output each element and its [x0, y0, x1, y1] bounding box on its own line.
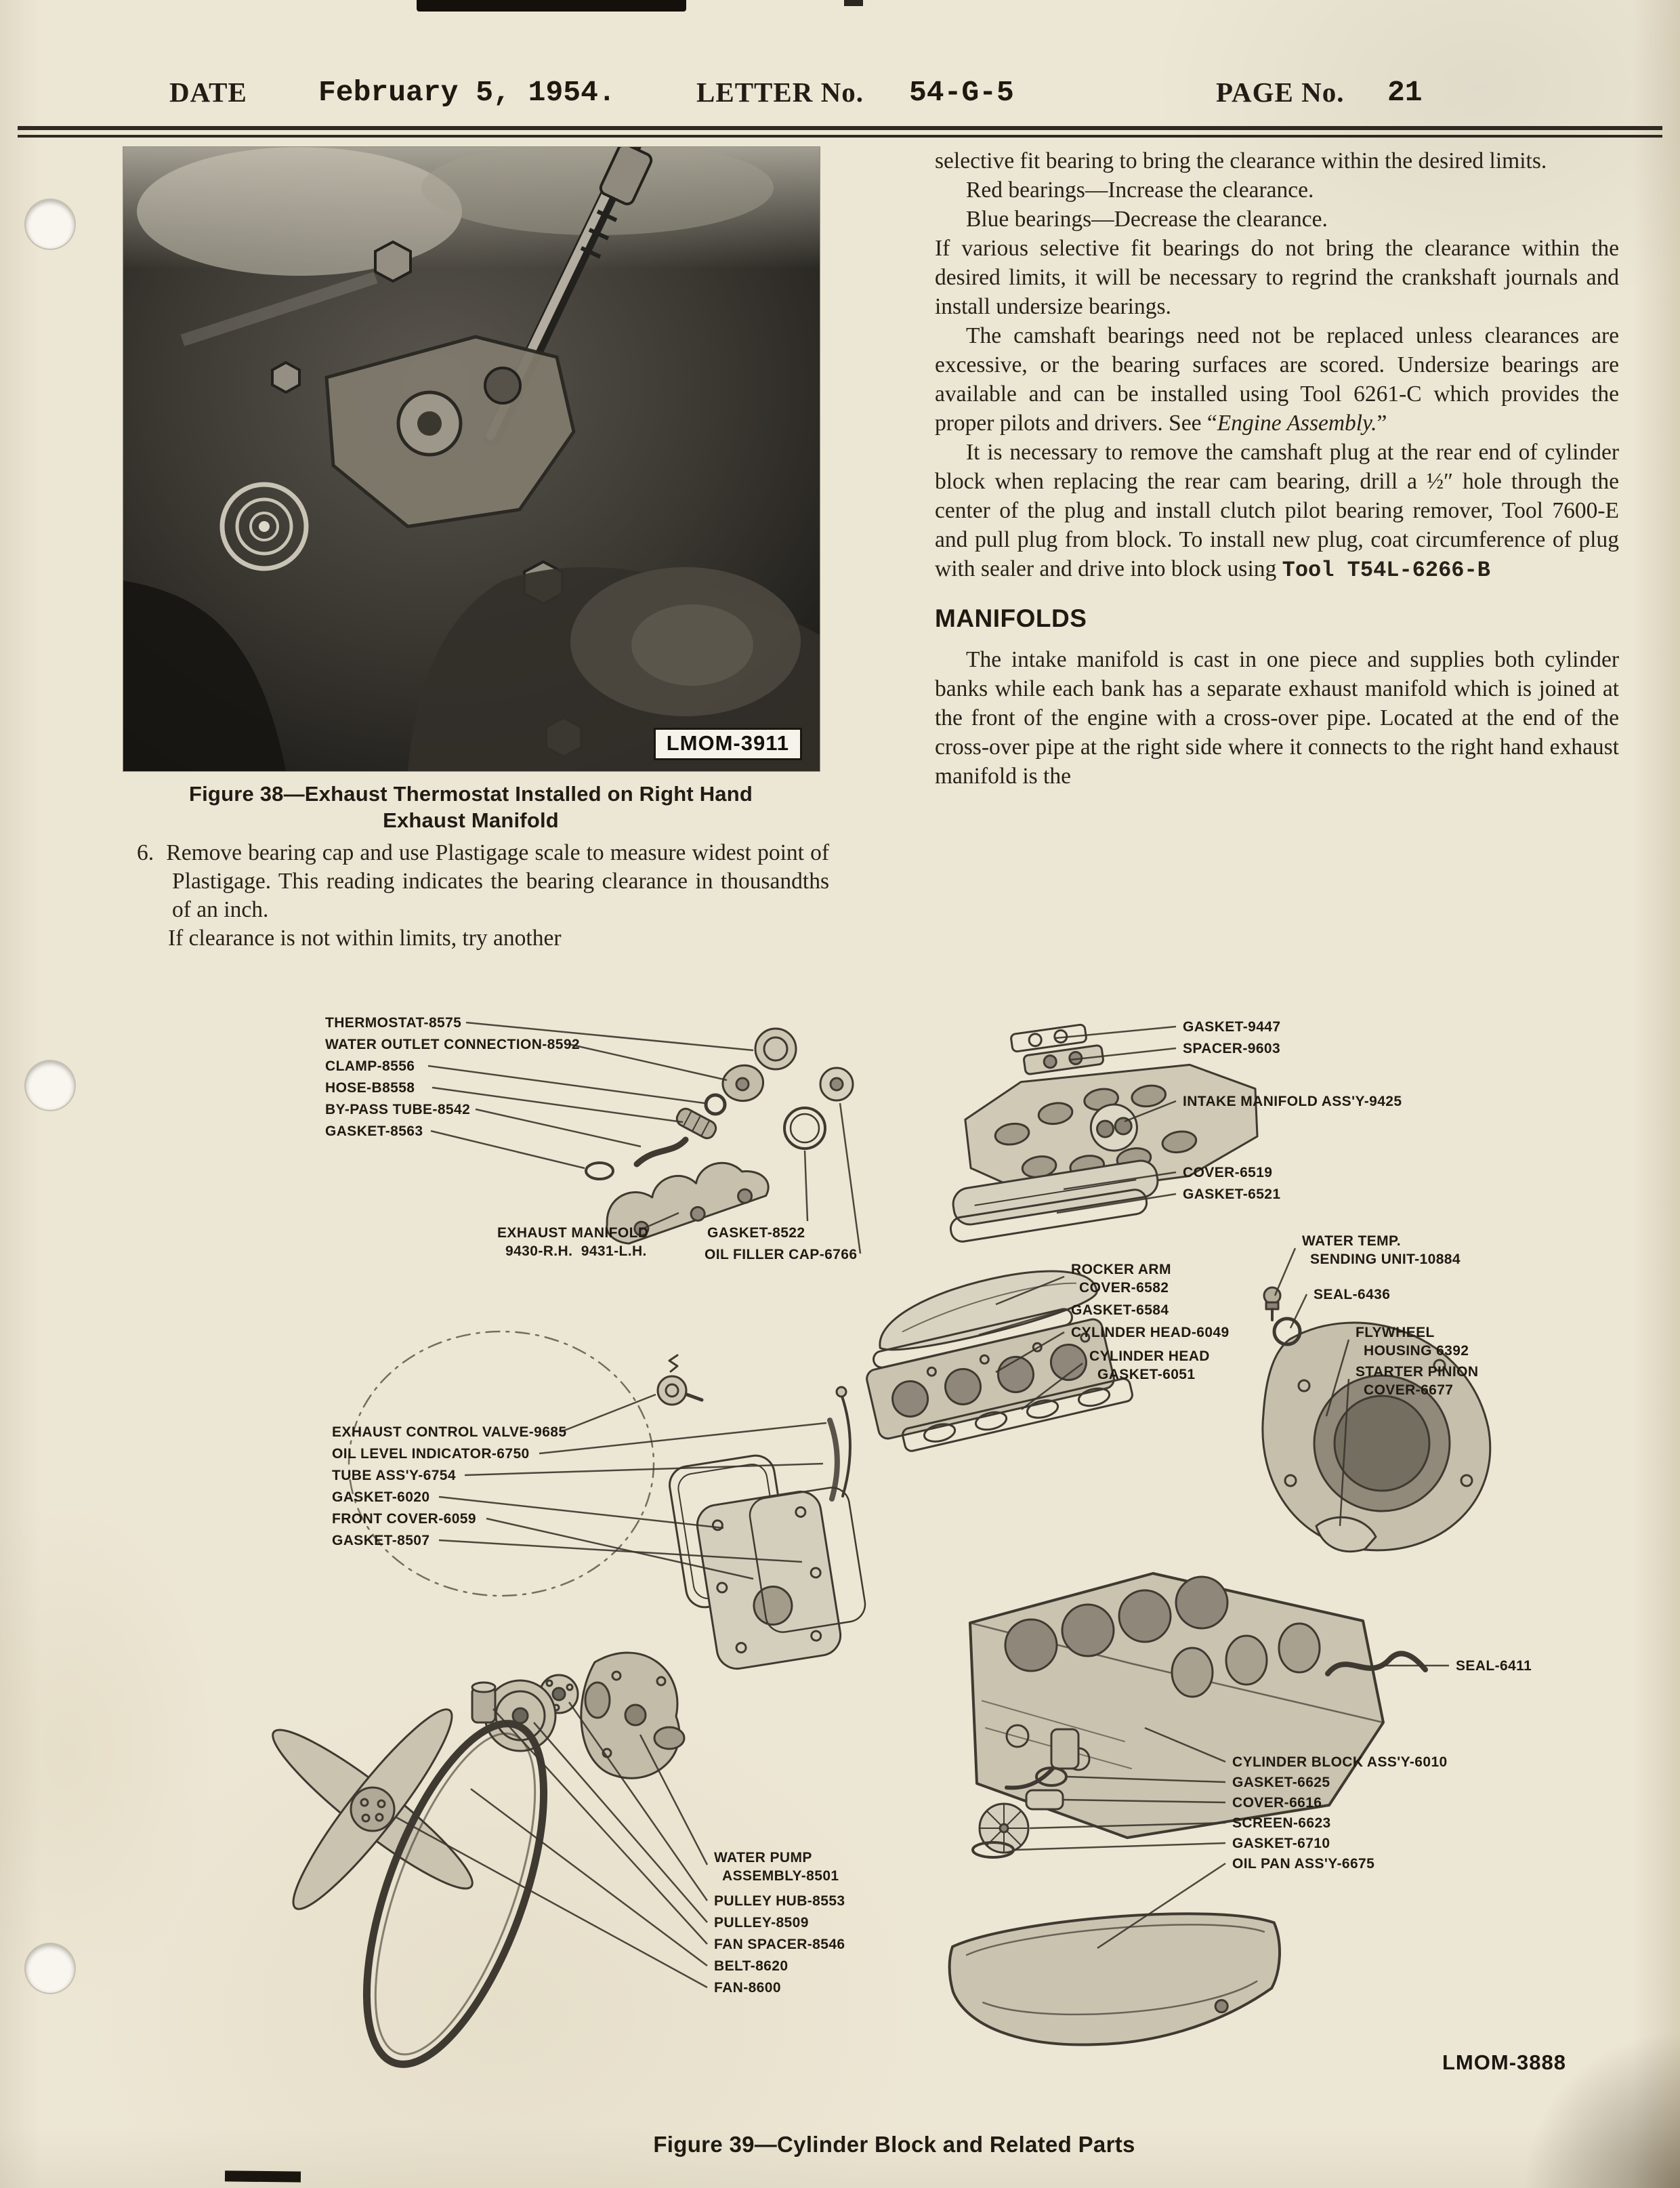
- engine-assembly-reference: Engine Assembly.: [1217, 411, 1377, 436]
- part-label-fan-spacer-8546: FAN SPACER-8546: [714, 1937, 845, 1952]
- part-label-starter-pinion: STARTER PINION COVER-6677: [1356, 1364, 1479, 1398]
- part-label-tube-ass-y-6754: TUBE ASS'Y-6754: [332, 1468, 456, 1483]
- part-label-seal-6411: SEAL-6411: [1456, 1658, 1532, 1674]
- date-label: [169, 76, 247, 108]
- figure38-caption-line1: Figure 38—Exhaust Thermostat Installed on Right Hand: [188, 782, 753, 806]
- scan-smudge: [844, 0, 863, 6]
- header-rule: [18, 126, 1662, 130]
- right-column-text: [935, 146, 1619, 791]
- part-label-oil-filler-cap-6766: OIL FILLER CAP-6766: [705, 1247, 858, 1262]
- part-label-spacer-9603: SPACER-9603: [1183, 1041, 1281, 1056]
- paragraph-camshaft-text: The camshaft bearings need not be replaced unless clearances are excessive, or the bearing surfaces are scored. Undersize bearings are available and can be installed using Tool 6261-C which provides the proper pilots and drivers. See “: [935, 323, 1619, 436]
- part-label-gasket-6710: GASKET-6710: [1232, 1836, 1330, 1851]
- letter-value-text: 54-G-5: [909, 76, 1014, 109]
- paragraph-camshaft-plug: [935, 438, 1619, 585]
- letter-number-label: [696, 76, 864, 108]
- part-label-oil-pan-ass-y-6675: OIL PAN ASS'Y-6675: [1232, 1856, 1375, 1872]
- part-label-intake-manifold-ass-y-9425: INTAKE MANIFOLD ASS'Y-9425: [1183, 1094, 1402, 1109]
- figure39-photo-tag: LMOM-3888: [1442, 2050, 1566, 2074]
- line-red-bearings: Red bearings—Increase the clearance.: [966, 178, 1314, 203]
- line-blue-bearings: Blue bearings—Decrease the clearance.: [966, 207, 1328, 232]
- clearance-paragraph: If clearance is not within limits, try another: [168, 926, 562, 951]
- page-number-label: [1216, 76, 1344, 108]
- figure39-part-labels: [163, 989, 1626, 2128]
- part-label-exhaust-control-valve-9685: EXHAUST CONTROL VALVE-9685: [332, 1424, 567, 1440]
- part-label-front-cover-6059: FRONT COVER-6059: [332, 1511, 476, 1527]
- figure38-caption: [102, 781, 840, 833]
- part-label-pulley-8509: PULLEY-8509: [714, 1915, 809, 1931]
- figure38-photo-art: [123, 147, 820, 771]
- manifolds-heading: MANIFOLDS: [935, 604, 1087, 632]
- part-label-gasket-8563: GASKET-8563: [325, 1123, 423, 1139]
- date-label-text: DATE: [169, 77, 247, 108]
- punch-hole: [26, 1944, 75, 1993]
- letter-label-text: LETTER No.: [696, 77, 864, 108]
- part-label-clamp-8556: CLAMP-8556: [325, 1058, 415, 1074]
- part-label-hose-b8558: HOSE-B8558: [325, 1080, 415, 1096]
- part-label-oil-level-indicator-6750: OIL LEVEL INDICATOR-6750: [332, 1446, 530, 1462]
- figure39-diagram: [163, 989, 1626, 2128]
- scan-smudge: [225, 2170, 301, 2182]
- part-label-cover-6616: COVER-6616: [1232, 1795, 1322, 1811]
- part-label-pulley-hub-8553: PULLEY HUB-8553: [714, 1893, 845, 1909]
- part-label-water-outlet-connection-8592: WATER OUTLET CONNECTION-8592: [325, 1037, 581, 1052]
- left-column-text: [137, 839, 829, 953]
- part-label-rocker-arm: ROCKER ARM COVER-6582: [1071, 1262, 1171, 1296]
- figure38-photo: [123, 147, 820, 771]
- part-label-gasket-6521: GASKET-6521: [1183, 1186, 1281, 1202]
- letter-number-value: [909, 76, 1014, 109]
- step-6-paragraph: 6. Remove bearing cap and use Plastigage scale to measure widest point of Plastigage. This reading indicates the bearing clearance in thousandths of an inch.: [137, 840, 829, 922]
- figure39-caption: Figure 39—Cylinder Block and Related Parts: [653, 2132, 1135, 2157]
- date-value-text: February 5, 1954.: [318, 76, 616, 109]
- scan-smudge: [417, 0, 686, 12]
- part-label-thermostat-8575: THERMOSTAT-8575: [325, 1015, 462, 1031]
- header-rule: [18, 135, 1662, 138]
- closing-quote: ”: [1377, 411, 1387, 436]
- part-label-seal-6436: SEAL-6436: [1314, 1287, 1391, 1302]
- tool-number: Tool T54L-6266-B: [1282, 558, 1490, 583]
- part-label-screen-6623: SCREEN-6623: [1232, 1815, 1331, 1831]
- part-label-gasket-8522: GASKET-8522: [707, 1225, 805, 1241]
- part-label-by-pass-tube-8542: BY-PASS TUBE-8542: [325, 1102, 471, 1117]
- figure38-caption-line2: Exhaust Manifold: [383, 808, 559, 832]
- page-label-text: PAGE No.: [1216, 77, 1345, 108]
- part-label-belt-8620: BELT-8620: [714, 1958, 789, 1974]
- paragraph-regrind: If various selective fit bearings do not bring the clearance within the desired limits, it will be necessary to regrind the crankshaft journals and install undersize bearings.: [935, 236, 1619, 319]
- part-label-gasket-6020: GASKET-6020: [332, 1489, 430, 1505]
- figure38-photo-tag: LMOM-3911: [654, 728, 802, 760]
- part-label-cylinder-block-ass-y-6010: CYLINDER BLOCK ASS'Y-6010: [1232, 1754, 1448, 1770]
- paragraph-camshaft-bearings: [935, 321, 1619, 438]
- part-label-gasket-6625: GASKET-6625: [1232, 1775, 1330, 1790]
- part-label-cylinder-head-6049: CYLINDER HEAD-6049: [1071, 1325, 1230, 1340]
- punch-hole: [26, 200, 75, 249]
- part-label-gasket-9447: GASKET-9447: [1183, 1019, 1281, 1035]
- date-value: [318, 76, 616, 109]
- page-value-text: 21: [1387, 76, 1423, 109]
- part-label-water-temp: WATER TEMP. SENDING UNIT-10884: [1302, 1233, 1461, 1267]
- page-number-value: [1387, 76, 1423, 109]
- part-label-cylinder-head: CYLINDER HEAD GASKET-6051: [1089, 1348, 1210, 1382]
- paragraph-selective-fit: selective fit bearing to bring the clearance within the desired limits.: [935, 148, 1547, 173]
- part-label-gasket-6584: GASKET-6584: [1071, 1302, 1169, 1318]
- punch-hole: [26, 1061, 75, 1110]
- part-label-exhaust-manifold: EXHAUST MANIFOLD 9430-R.H. 9431-L.H.: [497, 1225, 649, 1259]
- part-label-cover-6519: COVER-6519: [1183, 1165, 1273, 1180]
- part-label-water-pump: WATER PUMP ASSEMBLY-8501: [714, 1850, 839, 1884]
- paragraph-intake-manifold: The intake manifold is cast in one piece and supplies both cylinder banks while each bank has a separate exhaust manifold which is joined at the front of the engine with a cross-over pipe. Located at the end of the cross-over pipe at the right side where it connects to the right hand exhaust manifold is the: [935, 647, 1619, 789]
- part-label-fan-8600: FAN-8600: [714, 1980, 781, 1996]
- paragraph-plug-text: It is necessary to remove the camshaft plug at the rear end of cylinder block when replacing the rear cam bearing, drill a ½″ hole through the center of the plug and install clutch pilot bearing remover, Tool 7600-E and pull plug from block. To install new plug, coat circumference of plug with sealer and drive into block using: [935, 440, 1619, 581]
- part-label-gasket-8507: GASKET-8507: [332, 1533, 430, 1548]
- part-label-flywheel: FLYWHEEL HOUSING 6392: [1356, 1325, 1469, 1359]
